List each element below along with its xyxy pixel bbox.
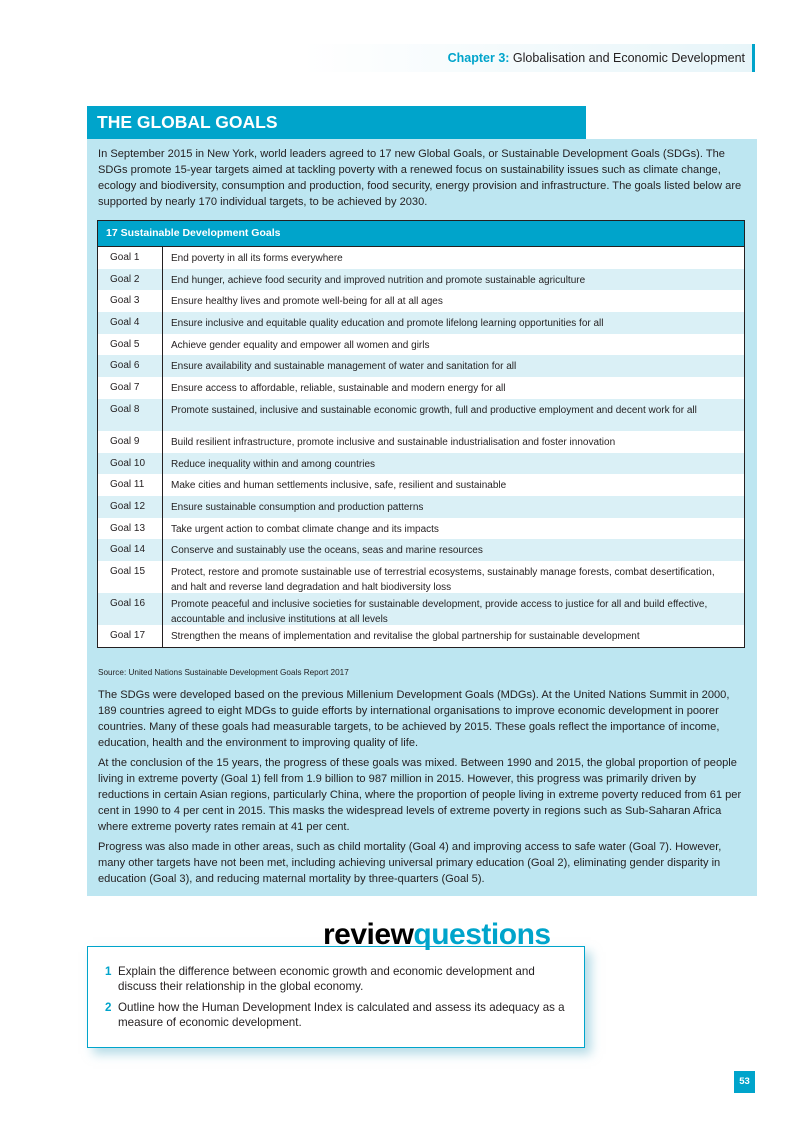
table-row <box>98 269 744 291</box>
review-questions-title <box>323 915 551 955</box>
table-row <box>98 377 744 399</box>
paragraph-mdgs: The SDGs were developed based on the previous Millenium Development Goals (MDGs). At the United Nations Summit in 2000, 189 countries agreed to eight MDGs to guide efforts by international organisations to improve economic development in poorer countries. Many of these goals had measurable targets, to be achieved by 2015. These goals reflect the importance of income, education, health and the environment to improving quality of life. <box>98 689 730 749</box>
question-number: 2 <box>105 1001 112 1014</box>
table-row <box>98 453 744 475</box>
goal-number: Goal 14 <box>98 539 163 561</box>
goal-number: Goal 4 <box>98 312 163 334</box>
table-row <box>98 474 744 496</box>
goal-description: Ensure access to affordable, reliable, sustainable and modern energy for all <box>171 383 506 395</box>
goal-description: Reduce inequality within and among countries <box>171 458 376 470</box>
table-row <box>98 355 744 377</box>
goal-description: Ensure sustainable consumption and production patterns <box>171 501 424 513</box>
table-row <box>98 496 744 518</box>
table-row <box>98 399 744 431</box>
question-text: Explain the difference between economic growth and economic development and discuss their relationship in the global economy. <box>118 965 535 993</box>
goal-description: Protect, restore and promote sustainable use of terrestrial ecosystems, sustainably manage forests, combat desertification, and halt and reverse land degradation and halt biodiversity loss <box>171 566 715 594</box>
goal-number: Goal 7 <box>98 377 163 399</box>
table-row <box>98 334 744 356</box>
header-text <box>448 51 745 65</box>
goal-number: Goal 12 <box>98 496 163 518</box>
page-number: 53 <box>734 1071 755 1093</box>
goal-number: Goal 9 <box>98 431 163 453</box>
global-goals-title: THE GLOBAL GOALS <box>87 106 586 139</box>
goal-description: Ensure availability and sustainable management of water and sanitation for all <box>171 361 517 373</box>
header-accent-bar <box>752 44 755 72</box>
running-header <box>0 44 755 72</box>
table-row <box>98 625 744 647</box>
header-title: Globalisation and Economic Development <box>509 51 745 65</box>
title-questions: questions <box>413 918 551 951</box>
table-row <box>98 561 744 593</box>
table-row <box>98 290 744 312</box>
sdg-table-header: 17 Sustainable Development Goals <box>98 221 744 247</box>
table-row <box>98 431 744 453</box>
question-text: Outline how the Human Development Index is calculated and assess its adequacy as a measure of economic development. <box>118 1001 565 1029</box>
goal-description: Take urgent action to combat climate change and its impacts <box>171 523 439 535</box>
title-review: review <box>323 918 414 951</box>
goal-number: Goal 13 <box>98 518 163 540</box>
goal-description: End poverty in all its forms everywhere <box>171 253 343 264</box>
global-goals-intro: In September 2015 in New York, world leaders agreed to 17 new Global Goals, or Sustainable Development Goals (SDGs). The SDGs promote 15-year targets aimed at tackling poverty with a renewed focus on sustainability issues such as climate change, ecology and biodiversity, consumption and production, food security, energy provision and infrastructure. The goals listed below are supported by nearly 170 individual targets, to be achieved by 2030. <box>98 148 742 208</box>
sdg-table <box>97 220 745 648</box>
goal-description: Build resilient infrastructure, promote inclusive and sustainable industrialisation and foster innovation <box>171 436 616 448</box>
review-questions-box <box>87 946 585 1048</box>
header-chapter: Chapter 3: <box>447 51 510 65</box>
goal-description: Promote peaceful and inclusive societies for sustainable development, provide access to justice for all and build effective, accountable and inclusive institutions at all levels <box>171 598 708 626</box>
goal-number: Goal 16 <box>98 593 163 625</box>
goal-description: Conserve and sustainably use the oceans, seas and marine resources <box>171 545 483 557</box>
goal-description: Make cities and human settlements inclusive, safe, resilient and sustainable <box>171 480 507 492</box>
table-row <box>98 312 744 334</box>
goal-description: Promote sustained, inclusive and sustainable economic growth, full and productive employment and decent work for all <box>171 404 697 416</box>
goal-number: Goal 3 <box>98 290 163 312</box>
table-row <box>98 247 744 269</box>
paragraph-other-areas: Progress was also made in other areas, such as child mortality (Goal 4) and improving access to safe water (Goal 7). However, many other targets have not been met, including achieving universal primary education (Goal 2), eliminating gender disparity in education (Goal 3), and reducing maternal mortality by three-quarters (Goal 5). <box>98 841 722 885</box>
table-source: Source: United Nations Sustainable Development Goals Report 2017 <box>98 668 349 677</box>
review-question <box>105 965 565 994</box>
goal-number: Goal 1 <box>98 247 163 269</box>
goal-number: Goal 17 <box>98 625 163 647</box>
goal-number: Goal 6 <box>98 355 163 377</box>
paragraph-progress: At the conclusion of the 15 years, the progress of these goals was mixed. Between 1990 and 2015, the global proportion of people living in extreme poverty (Goal 1) fell from 1.9 billion to 987 million in 2015. However, this progress was primarily driven by reductions in certain Asian regions, particularly China, where the proportion of people living in extreme poverty reduced from 61 per cent in 1990 to 4 per cent in 2015. This masks the widespread levels of extreme poverty in regions such as Sub-Saharan Africa where extreme poverty rates remain at 41 per cent. <box>98 757 742 833</box>
goal-description: Ensure inclusive and equitable quality education and promote lifelong learning opportunities for all <box>171 318 604 330</box>
goal-description: Ensure healthy lives and promote well-being for all at all ages <box>171 296 443 308</box>
goal-number: Goal 10 <box>98 453 163 475</box>
goal-number: Goal 11 <box>98 474 163 496</box>
goal-number: Goal 2 <box>98 269 163 291</box>
goal-number: Goal 5 <box>98 334 163 356</box>
table-row <box>98 593 744 625</box>
goal-number: Goal 8 <box>98 399 163 431</box>
table-row <box>98 518 744 540</box>
goal-description: Strengthen the means of implementation and revitalise the global partnership for sustainable development <box>171 630 640 642</box>
table-row <box>98 539 744 561</box>
question-number: 1 <box>105 965 112 978</box>
goal-number: Goal 15 <box>98 561 163 593</box>
goal-description: Achieve gender equality and empower all women and girls <box>171 339 430 351</box>
goal-description: End hunger, achieve food security and improved nutrition and promote sustainable agriculture <box>171 274 586 286</box>
review-question <box>105 1001 565 1030</box>
